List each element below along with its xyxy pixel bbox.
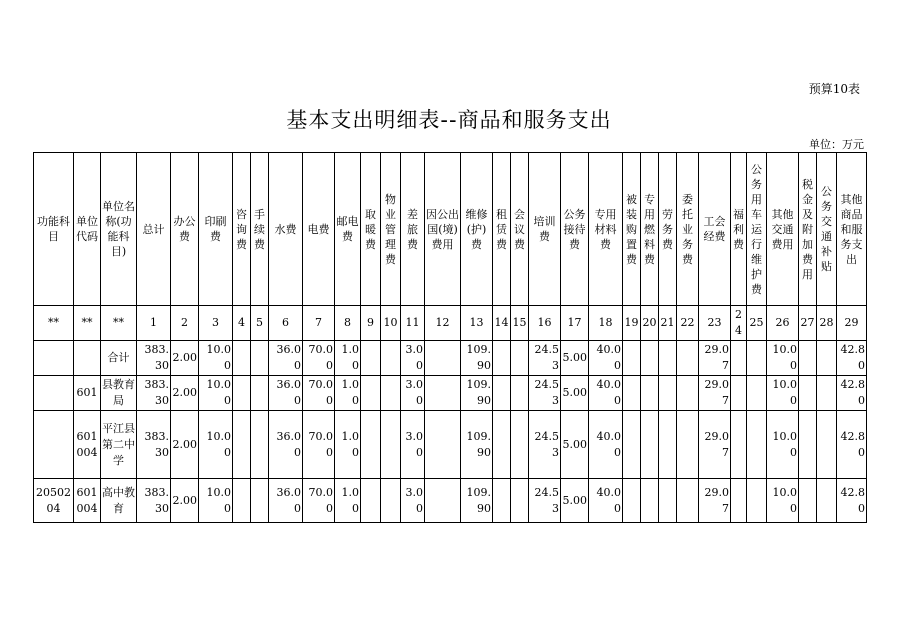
column-index: 5 [251, 306, 269, 341]
table-cell: 109.90 [461, 341, 493, 376]
column-index: 26 [767, 306, 799, 341]
column-index: 19 [623, 306, 641, 341]
table-cell: 40.00 [589, 376, 623, 411]
column-header: 租赁费 [493, 153, 511, 306]
column-header: 差旅费 [401, 153, 425, 306]
table-cell [381, 479, 401, 523]
table-cell: 29.07 [699, 411, 731, 479]
table-cell: 24.53 [529, 376, 561, 411]
column-index: 3 [199, 306, 233, 341]
table-cell [641, 341, 659, 376]
column-header: 工会经费 [699, 153, 731, 306]
column-index: 22 [677, 306, 699, 341]
column-header: 单位代码 [74, 153, 101, 306]
table-cell [233, 411, 251, 479]
table-cell: 36.00 [269, 376, 303, 411]
table-cell [623, 376, 641, 411]
column-header: 福利费 [731, 153, 747, 306]
table-cell [251, 411, 269, 479]
table-cell [251, 341, 269, 376]
column-header: 电费 [303, 153, 335, 306]
column-header: 培训费 [529, 153, 561, 306]
column-index: 6 [269, 306, 303, 341]
table-cell: 383.30 [137, 411, 171, 479]
column-header: 印刷费 [199, 153, 233, 306]
table-cell: 10.00 [767, 479, 799, 523]
column-index: 7 [303, 306, 335, 341]
column-header: 税金及附加费用 [799, 153, 817, 306]
table-cell: 70.00 [303, 479, 335, 523]
column-header: 咨询费 [233, 153, 251, 306]
table-cell [677, 376, 699, 411]
table-cell: 10.00 [199, 411, 233, 479]
column-index: 12 [425, 306, 461, 341]
table-cell [493, 479, 511, 523]
column-header: 功能科目 [34, 153, 74, 306]
table-row [34, 341, 867, 376]
table-cell [817, 376, 837, 411]
table-cell [817, 341, 837, 376]
table-cell: 42.80 [837, 479, 867, 523]
table-cell [425, 479, 461, 523]
table-cell: 601004 [74, 411, 101, 479]
table-cell [251, 376, 269, 411]
column-header: 公务交通补贴 [817, 153, 837, 306]
table-cell: 县教育局 [101, 376, 137, 411]
table-cell [677, 411, 699, 479]
table-cell: 5.00 [561, 376, 589, 411]
table-cell [381, 411, 401, 479]
table-cell [511, 376, 529, 411]
table-cell: 42.80 [837, 411, 867, 479]
table-cell: 36.00 [269, 479, 303, 523]
table-cell: 70.00 [303, 341, 335, 376]
column-index: ** [34, 306, 74, 341]
column-index: 8 [335, 306, 361, 341]
table-cell [361, 376, 381, 411]
column-header: 专用材料费 [589, 153, 623, 306]
column-index: 29 [837, 306, 867, 341]
table-cell: 40.00 [589, 341, 623, 376]
table-cell: 42.80 [837, 376, 867, 411]
table-cell [799, 479, 817, 523]
column-index: 20 [641, 306, 659, 341]
column-header: 维修(护)费 [461, 153, 493, 306]
column-header: 因公出国(境)费用 [425, 153, 461, 306]
table-cell [799, 341, 817, 376]
column-index: 28 [817, 306, 837, 341]
column-header: 劳务费 [659, 153, 677, 306]
table-cell [361, 341, 381, 376]
table-cell [731, 376, 747, 411]
table-cell: 合计 [101, 341, 137, 376]
table-cell [381, 376, 401, 411]
table-cell: 1.00 [335, 341, 361, 376]
column-index: ** [101, 306, 137, 341]
table-cell [641, 479, 659, 523]
table-row [34, 479, 867, 523]
table-cell [425, 376, 461, 411]
table-cell [677, 341, 699, 376]
table-cell: 601004 [74, 479, 101, 523]
column-index: 9 [361, 306, 381, 341]
table-cell [641, 411, 659, 479]
table-cell: 5.00 [561, 479, 589, 523]
table-cell: 2.00 [171, 411, 199, 479]
table-cell: 2.00 [171, 341, 199, 376]
table-cell: 109.90 [461, 479, 493, 523]
table-cell [641, 376, 659, 411]
column-index: 24 [731, 306, 747, 341]
table-cell [511, 479, 529, 523]
table-cell: 109.90 [461, 411, 493, 479]
table-cell: 2.00 [171, 479, 199, 523]
column-index: 10 [381, 306, 401, 341]
table-row [34, 411, 867, 479]
table-row [34, 376, 867, 411]
table-cell: 109.90 [461, 376, 493, 411]
table-cell: 24.53 [529, 479, 561, 523]
table-cell: 383.30 [137, 479, 171, 523]
column-index: 16 [529, 306, 561, 341]
column-header: 邮电费 [335, 153, 361, 306]
column-index: 4 [233, 306, 251, 341]
form-number: 预算10表 [808, 82, 860, 96]
table-cell: 29.07 [699, 376, 731, 411]
table-cell: 10.00 [767, 411, 799, 479]
table-cell: 70.00 [303, 411, 335, 479]
table-cell: 36.00 [269, 411, 303, 479]
table-cell [747, 479, 767, 523]
table-cell: 平江县第二中学 [101, 411, 137, 479]
column-index: 25 [747, 306, 767, 341]
table-cell [677, 479, 699, 523]
table-cell [251, 479, 269, 523]
table-cell: 10.00 [199, 341, 233, 376]
table-cell [493, 376, 511, 411]
table-cell: 高中教育 [101, 479, 137, 523]
table-cell: 10.00 [199, 376, 233, 411]
index-row [34, 306, 867, 341]
table-cell: 10.00 [767, 341, 799, 376]
table-cell: 10.00 [767, 376, 799, 411]
table-cell: 40.00 [589, 411, 623, 479]
column-header: 办公费 [171, 153, 199, 306]
table-cell [747, 411, 767, 479]
column-index: 23 [699, 306, 731, 341]
column-index: 2 [171, 306, 199, 341]
table-cell: 2.00 [171, 376, 199, 411]
table-cell [74, 341, 101, 376]
table-cell [747, 341, 767, 376]
column-header: 委托业务费 [677, 153, 699, 306]
column-index: 18 [589, 306, 623, 341]
column-index: 1 [137, 306, 171, 341]
table-cell: 42.80 [837, 341, 867, 376]
page-title: 基本支出明细表--商品和服务支出 [286, 108, 612, 132]
column-header: 专用燃料费 [641, 153, 659, 306]
unit-label: 单位：万元 [809, 138, 864, 151]
column-index: 21 [659, 306, 677, 341]
table-cell [511, 341, 529, 376]
column-index: 14 [493, 306, 511, 341]
table-cell: 383.30 [137, 341, 171, 376]
table-cell: 29.07 [699, 479, 731, 523]
table-cell: 1.00 [335, 411, 361, 479]
column-header: 物业管理费 [381, 153, 401, 306]
table-cell: 1.00 [335, 479, 361, 523]
table-cell: 24.53 [529, 341, 561, 376]
column-index: ** [74, 306, 101, 341]
table-cell [493, 341, 511, 376]
column-header: 会议费 [511, 153, 529, 306]
table-cell: 2050204 [34, 479, 74, 523]
table-cell [361, 479, 381, 523]
column-index: 13 [461, 306, 493, 341]
table-cell [233, 341, 251, 376]
column-header: 水费 [269, 153, 303, 306]
column-header: 公务用车运行维护费 [747, 153, 767, 306]
table-cell [817, 479, 837, 523]
table-cell: 383.30 [137, 376, 171, 411]
column-index: 27 [799, 306, 817, 341]
table-cell [623, 479, 641, 523]
table-cell: 24.53 [529, 411, 561, 479]
table-cell [731, 479, 747, 523]
expense-table [33, 152, 867, 523]
column-header: 被装购置费 [623, 153, 641, 306]
column-header: 其他交通费用 [767, 153, 799, 306]
table-cell [731, 411, 747, 479]
column-header: 取暖费 [361, 153, 381, 306]
table-cell [817, 411, 837, 479]
table-cell: 5.00 [561, 411, 589, 479]
column-header: 公务接待费 [561, 153, 589, 306]
table-cell [34, 411, 74, 479]
table-cell: 29.07 [699, 341, 731, 376]
table-cell: 36.00 [269, 341, 303, 376]
table-cell [799, 411, 817, 479]
table-cell [623, 411, 641, 479]
table-cell [511, 411, 529, 479]
table-cell [659, 341, 677, 376]
table-cell: 5.00 [561, 341, 589, 376]
column-header: 总计 [137, 153, 171, 306]
table-cell [659, 479, 677, 523]
table-cell [34, 376, 74, 411]
table-cell [747, 376, 767, 411]
table-cell [799, 376, 817, 411]
column-index: 17 [561, 306, 589, 341]
table-cell: 601 [74, 376, 101, 411]
column-index: 15 [511, 306, 529, 341]
table-cell [34, 341, 74, 376]
table-cell [493, 411, 511, 479]
table-cell: 3.00 [401, 341, 425, 376]
table-cell [361, 411, 381, 479]
table-cell: 40.00 [589, 479, 623, 523]
column-header: 单位名称(功能科目) [101, 153, 137, 306]
table-cell [381, 341, 401, 376]
table-cell: 3.00 [401, 479, 425, 523]
table-cell: 1.00 [335, 376, 361, 411]
table-cell: 70.00 [303, 376, 335, 411]
table-cell [233, 376, 251, 411]
table-cell [659, 411, 677, 479]
table-cell [425, 341, 461, 376]
column-index: 11 [401, 306, 425, 341]
header-row [34, 153, 867, 306]
column-header: 其他商品和服务支出 [837, 153, 867, 306]
table-cell [731, 341, 747, 376]
table-cell: 3.00 [401, 376, 425, 411]
table-cell [659, 376, 677, 411]
table-cell: 10.00 [199, 479, 233, 523]
column-header: 手续费 [251, 153, 269, 306]
table-cell [623, 341, 641, 376]
table-cell [233, 479, 251, 523]
table-cell [425, 411, 461, 479]
table-cell: 3.00 [401, 411, 425, 479]
